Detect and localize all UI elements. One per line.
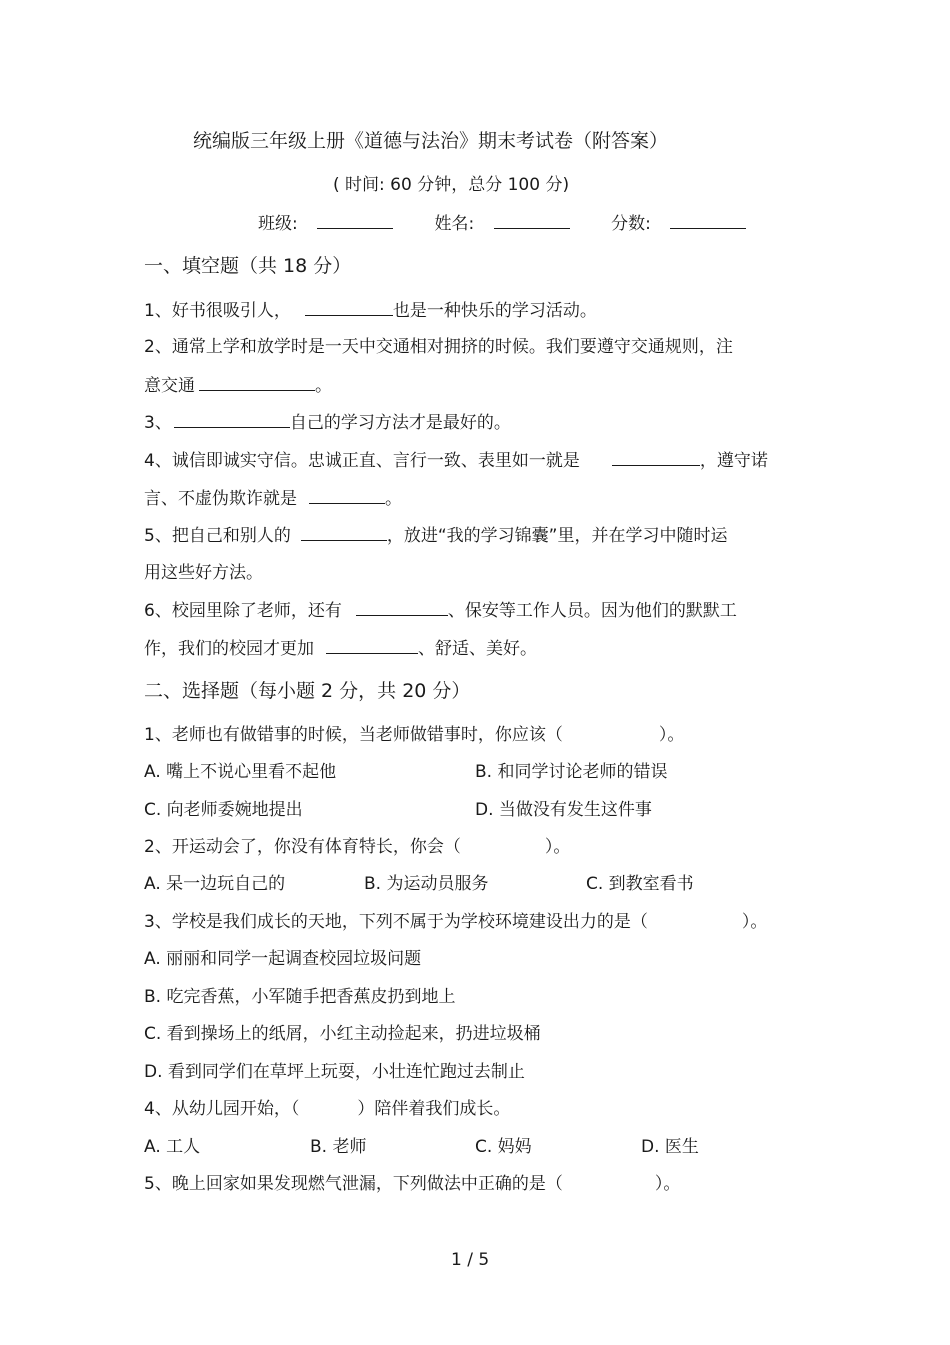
name-label: 姓名: (434, 214, 475, 234)
choice-q2-option-a[interactable]: A. 呆一边玩自己的 (144, 874, 286, 894)
page-number: 1 / 5 (451, 1250, 490, 1270)
choice-q4-option-a[interactable]: A. 工人 (144, 1137, 201, 1157)
fill-q3-blank[interactable] (174, 411, 290, 428)
score-label: 分数: (611, 214, 651, 234)
fill-q2-blank[interactable] (199, 374, 315, 391)
fill-q5-line2: 用这些好方法。 (144, 563, 263, 583)
choice-q3-option-b[interactable]: B. 吃完香蕉，小军随手把香蕉皮扔到地上 (144, 987, 456, 1007)
page-title: 统编版三年级上册《道德与法治》期末考试卷（附答案） (193, 130, 669, 152)
fill-q2-line1: 2、通常上学和放学时是一天中交通相对拥挤的时候。我们要遵守交通规则，注 (144, 337, 733, 357)
score-blank[interactable] (670, 212, 746, 229)
section-choice-heading: 二、选择题（每小题 2 分，共 20 分） (144, 680, 471, 702)
choice-q1-option-d[interactable]: D. 当做没有发生这件事 (475, 800, 652, 820)
choice-q2-option-b[interactable]: B. 为运动员服务 (364, 874, 489, 894)
class-label: 班级: (258, 214, 298, 234)
fill-q6-line1: 6、校园里除了老师，还有 、保安等工作人员。因为他们的默默工 (144, 601, 737, 621)
name-blank[interactable] (494, 212, 570, 229)
choice-q3-option-a[interactable]: A. 丽丽和同学一起调查校园垃圾问题 (144, 949, 422, 969)
choice-q3-stem: 3、学校是我们成长的天地，下列不属于为学校环境建设出力的是（ ）。 (144, 912, 768, 932)
choice-q4-option-b[interactable]: B. 老师 (310, 1137, 367, 1157)
section-fill-heading: 一、填空题（共 18 分） (144, 255, 352, 277)
fill-q6-blank-1[interactable] (356, 599, 448, 616)
choice-q4-option-d[interactable]: D. 医生 (641, 1137, 699, 1157)
fill-q2-line2: 意交通 。 (144, 376, 332, 396)
fill-q6-blank-2[interactable] (326, 637, 418, 654)
fill-q1-blank[interactable] (305, 299, 393, 316)
fill-q4-blank-1[interactable] (612, 449, 700, 466)
fill-q1: 1、好书很吸引人， 也是一种快乐的学习活动。 (144, 301, 597, 321)
choice-q1-option-c[interactable]: C. 向老师委婉地提出 (144, 800, 303, 820)
choice-q2-option-c[interactable]: C. 到教室看书 (586, 874, 694, 894)
choice-q3-option-d[interactable]: D. 看到同学们在草坪上玩耍，小壮连忙跑过去制止 (144, 1062, 525, 1082)
fill-q5-blank[interactable] (301, 524, 387, 541)
fill-q6-line2: 作，我们的校园才更加 、舒适、美好。 (144, 639, 537, 659)
fill-q4-line1: 4、诚信即诚实守信。忠诚正直、言行一致、表里如一就是 ，遵守诺 (144, 451, 768, 471)
fill-q4-line2: 言、不虚伪欺诈就是 。 (144, 489, 402, 509)
choice-q1-option-b[interactable]: B. 和同学讨论老师的错误 (475, 762, 668, 782)
choice-q4-stem: 4、从幼儿园开始，（ ）陪伴着我们成长。 (144, 1099, 511, 1119)
fill-q5-line1: 5、把自己和别人的 ，放进“我的学习锦囊”里，并在学习中随时运 (144, 526, 728, 546)
choice-q5-stem: 5、晚上回家如果发现燃气泄漏，下列做法中正确的是（ ）。 (144, 1174, 681, 1194)
fill-q4-blank-2[interactable] (309, 487, 385, 504)
choice-q3-option-c[interactable]: C. 看到操场上的纸屑，小红主动捡起来，扔进垃圾桶 (144, 1024, 541, 1044)
choice-q1-stem: 1、老师也有做错事的时候，当老师做错事时，你应该（ ）。 (144, 725, 685, 745)
class-blank[interactable] (317, 212, 393, 229)
choice-q1-option-a[interactable]: A. 嘴上不说心里看不起他 (144, 762, 337, 782)
info-line (258, 212, 746, 235)
fill-q3: 3、 自己的学习方法才是最好的。 (144, 413, 511, 433)
choice-q2-stem: 2、开运动会了，你没有体育特长，你会（ ）。 (144, 837, 571, 857)
exam-time-line: ( 时间: 60 分钟，总分 100 分) (333, 175, 570, 195)
choice-q4-option-c[interactable]: C. 妈妈 (475, 1137, 532, 1157)
